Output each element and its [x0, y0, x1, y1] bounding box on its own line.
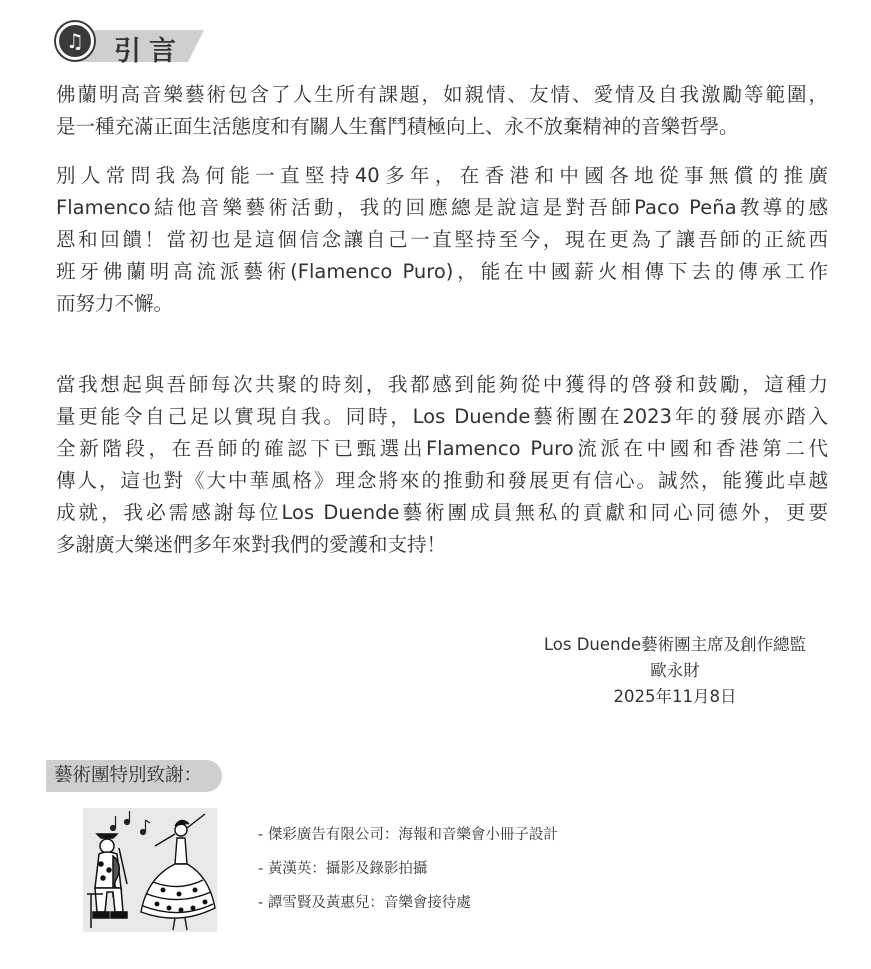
thanks-item: - 傑彩廣告有限公司：海報和音樂會小冊子設計: [258, 827, 558, 843]
text-line: 而努力不懈。: [56, 292, 174, 315]
text-line: 傳人，這也對《大中華風格》理念將來的推動和發展更有信心。誠然，能獲此卓越: [56, 469, 828, 492]
text-line: Flamenco結他音樂藝術活動，我的回應總是說這是對吾師Paco Peña教導的感: [56, 196, 828, 219]
text-line: 佛蘭明高音樂藝術包含了人生所有課題，如親情、友情、愛情及自我激勵等範圍，: [56, 83, 828, 106]
flamenco-dancers-illustration: [83, 808, 217, 932]
section-header: [56, 22, 206, 66]
signature-block: [500, 632, 850, 710]
thanks-item: - 譚雪賢及黃惠兒：音樂會接待處: [258, 895, 471, 911]
thanks-title: 藝術團特別致謝：: [46, 760, 222, 792]
text-line: 全新階段，在吾師的確認下已甄選出Flamenco Puro流派在中國和香港第二代: [56, 437, 828, 460]
thanks-list: [258, 818, 558, 920]
intro-paragraph-1: [56, 79, 828, 143]
text-line: 別人常問我為何能一直堅持40多年，在香港和中國各地從事無償的推廣: [56, 164, 828, 187]
text-line: 班牙佛蘭明高流派藝術(Flamenco Puro)，能在中國薪火相傳下去的傳承工作: [56, 260, 828, 283]
signature-name: 歐永財: [650, 661, 700, 680]
intro-paragraph-2: [56, 160, 828, 320]
thanks-item: - 黃漢英：攝影及錄影拍攝: [258, 861, 428, 877]
signature-date: 2025年11月8日: [613, 687, 737, 706]
text-line: 多謝廣大樂迷們多年來對我們的愛護和支持！: [56, 533, 447, 556]
text-line: 是一種充滿正面生活態度和有關人生奮鬥積極向上、永不放棄精神的音樂哲學。: [56, 115, 739, 138]
text-line: 當我想起與吾師每次共聚的時刻，我都感到能夠從中獲得的啓發和鼓勵，這種力: [56, 373, 828, 396]
section-title: 引言: [114, 36, 184, 67]
text-line: 量更能令自己足以實現自我。同時，Los Duende藝術團在2023年的發展亦踏入: [56, 405, 828, 428]
text-line: 成就，我必需感謝每位Los Duende藝術團成員無私的貢獻和同心同德外，更要: [56, 501, 828, 524]
music-note-icon: ♫: [56, 22, 94, 60]
signature-role: Los Duende藝術團主席及創作總監: [543, 635, 807, 654]
intro-paragraph-3: [56, 369, 828, 561]
text-line: 恩和回饋！當初也是這個信念讓自己一直堅持至今，現在更為了讓吾師的正統西: [56, 228, 828, 251]
